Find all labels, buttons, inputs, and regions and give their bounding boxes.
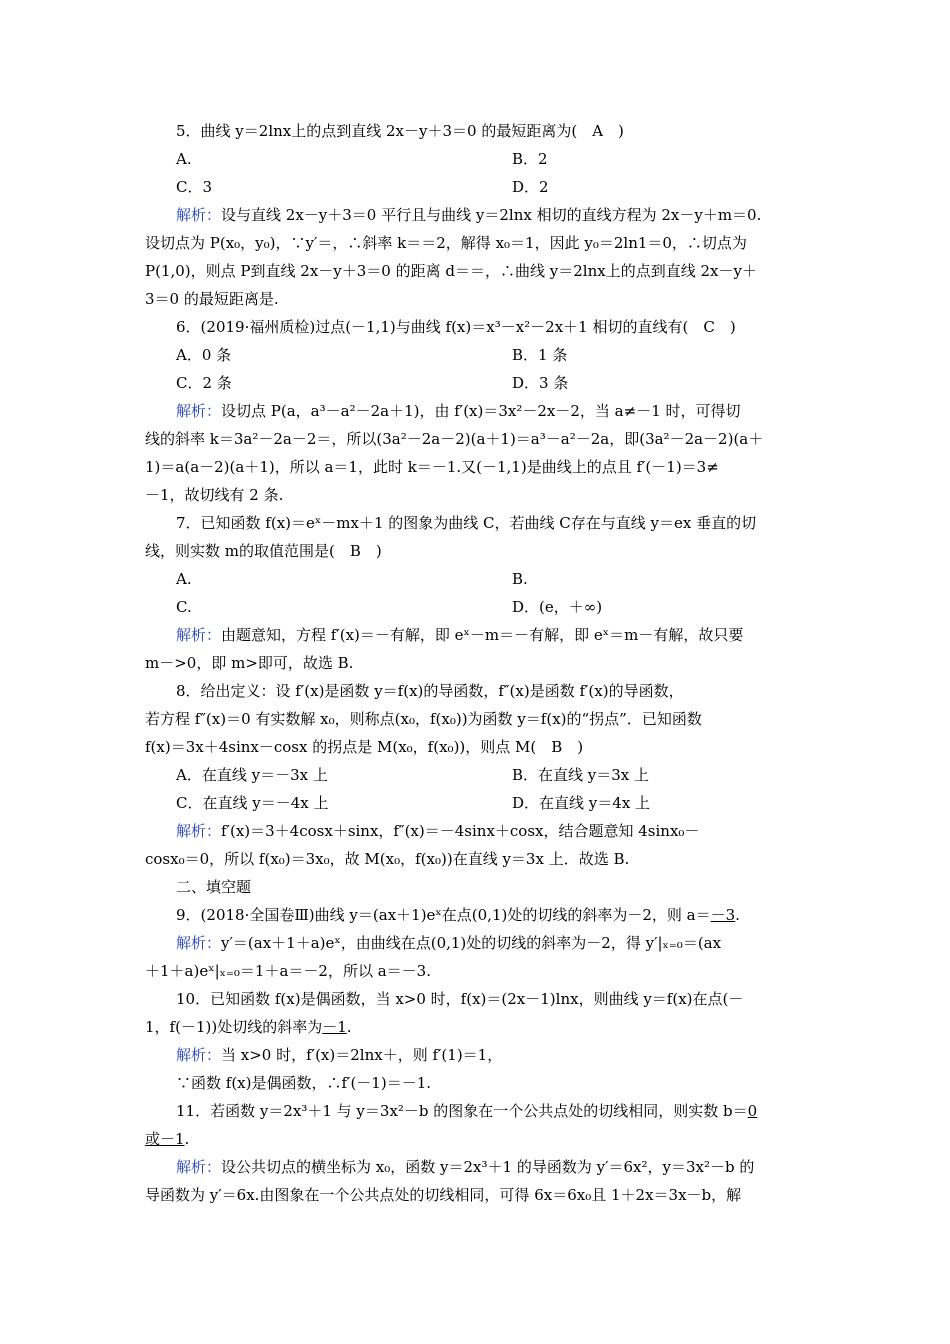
q5-option-d: D．2 — [512, 178, 549, 196]
q6-solution-line: 1)＝a(a－2)(a＋1)，所以 a＝1，此时 k＝－1.又(－1,1)是曲线上的点且 f′(－1)＝3≠ — [145, 458, 719, 476]
q10-stem-end: . — [346, 1018, 352, 1036]
q7-stem: 7．已知函数 f(x)＝eˣ－mx＋1 的图象为曲线 C，若曲线 C存在与直线 y＝ex 垂直的切 — [176, 514, 757, 532]
q11-answer: 或－1 — [145, 1130, 185, 1148]
q10-stem: 10．已知函数 f(x)是偶函数，当 x>0 时，f(x)＝(2x－1)lnx，则曲线 y＝f(x)在点(－ — [176, 990, 744, 1008]
q6-option-d: D．3 条 — [512, 374, 569, 392]
q10-stem-text: 1，f(－1))处切线的斜率为 — [145, 1018, 323, 1036]
q8-solution-text: f′(x)＝3＋4cosx＋sinx，f″(x)＝－4sinx＋cosx，结合题意知 4sinx₀－ — [221, 822, 700, 840]
q7-option-c: C. — [176, 598, 192, 616]
q8-stem: f(x)＝3x＋4sinx－cosx 的拐点是 M(x₀，f(x₀))，则点 M( B ) — [145, 738, 584, 756]
q6-solution-label: 解析： — [176, 402, 222, 420]
q5-solution-line — [176, 202, 810, 228]
q7-option-a: A. — [176, 570, 192, 588]
q10-solution-line: ∵函数 f(x)是偶函数，∴f′(－1)＝－1. — [176, 1074, 432, 1092]
q8-option-b: B．在直线 y＝3x 上 — [512, 766, 650, 784]
q7-solution-line: m－>0，即 m>即可，故选 B. — [145, 654, 354, 672]
q8-solution-line: cosx₀＝0，所以 f(x₀)＝3x₀，故 M(x₀，f(x₀))在直线 y＝3x 上．故选 B. — [145, 850, 630, 868]
q5-stem: 5．曲线 y＝2lnx上的点到直线 2x－y＋3＝0 的最短距离为( A ) — [176, 122, 624, 140]
q8-option-c: C．在直线 y＝－4x 上 — [176, 794, 329, 812]
q5-option-c: C．3 — [176, 178, 213, 196]
q6-option-b: B．1 条 — [512, 346, 568, 364]
q5-solution-label: 解析： — [176, 206, 222, 224]
q9-solution-label: 解析： — [176, 934, 222, 952]
q11-stem — [145, 1126, 810, 1152]
q8-stem: 若方程 f″(x)＝0 有实数解 x₀，则称点(x₀，f(x₀))为函数 y＝f(x)的“拐点”．已知函数 — [145, 710, 702, 728]
q5-solution-line: 3＝0 的最短距离是. — [145, 290, 279, 308]
q6-option-a: A．0 条 — [176, 346, 232, 364]
q7-solution-text: 由题意知，方程 f′(x)＝－有解，即 eˣ－m＝－有解，即 eˣ＝m－有解，故只要 — [221, 626, 744, 644]
q9-answer: －3 — [710, 906, 736, 924]
q10-stem — [145, 1014, 810, 1040]
q11-stem-text: 11．若函数 y＝2x³＋1 与 y＝3x²－b 的图象在一个公共点处的切线相同，则实数 b＝ — [176, 1102, 748, 1120]
q11-solution-text: 设公共切点的横坐标为 x₀，函数 y＝2x³＋1 的导函数为 y′＝6x²，y＝3x²－b 的 — [221, 1158, 755, 1176]
q5-option-b: B．2 — [512, 150, 548, 168]
q9-stem-text: 9．(2018·全国卷Ⅲ)曲线 y＝(ax＋1)eˣ在点(0,1)处的切线的斜率为－2，则 a＝ — [176, 906, 711, 924]
q7-option-d: D．(e，＋∞) — [512, 598, 603, 616]
q8-solution-label: 解析： — [176, 822, 222, 840]
q7-solution-label: 解析： — [176, 626, 222, 644]
q10-solution-label: 解析： — [176, 1046, 222, 1064]
q9-solution-line: ＋1＋a)eˣ|ₓ₌₀＝1＋a＝－2，所以 a＝－3. — [145, 962, 431, 980]
q8-stem: 8．给出定义：设 f′(x)是函数 y＝f(x)的导函数，f″(x)是函数 f′(x)的导函数， — [176, 682, 684, 700]
q7-option-b: B. — [512, 570, 528, 588]
q11-stem-end: . — [184, 1130, 190, 1148]
q8-option-d: D．在直线 y＝4x 上 — [512, 794, 651, 812]
q7-stem: 线，则实数 m的取值范围是( B ) — [145, 542, 382, 560]
section-heading: 二、填空题 — [176, 878, 252, 896]
q8-option-a: A．在直线 y＝－3x 上 — [176, 766, 328, 784]
q9-stem-end: . — [735, 906, 740, 924]
q8-solution-line — [176, 818, 810, 844]
q11-solution-line — [176, 1154, 810, 1180]
q10-solution-text: 当 x>0 时，f′(x)＝2lnx＋，则 f′(1)＝1， — [221, 1046, 503, 1064]
q7-solution-line — [176, 622, 810, 648]
q11-stem — [176, 1098, 810, 1124]
q11-answer: 0 — [747, 1102, 758, 1120]
q9-solution-line — [176, 930, 810, 956]
q6-solution-line: －1，故切线有 2 条. — [145, 486, 284, 504]
q5-solution-text: 设与直线 2x－y＋3＝0 平行且与曲线 y＝2lnx 相切的直线方程为 2x－y＋m＝0. — [221, 206, 762, 224]
q6-stem: 6．(2019·福州质检)过点(－1,1)与曲线 f(x)＝x³－x²－2x＋1 相切的直线有( C ) — [176, 318, 736, 336]
q9-stem — [176, 902, 810, 928]
q10-answer: －1 — [322, 1018, 347, 1036]
q6-option-c: C．2 条 — [176, 374, 232, 392]
q5-solution-line: P(1,0)，则点 P到直线 2x－y＋3＝0 的距离 d＝＝，∴曲线 y＝2lnx上的点到直线 2x－y＋ — [145, 262, 757, 280]
q9-solution-text: y′＝(ax＋1＋a)eˣ，由曲线在点(0,1)处的切线的斜率为－2，得 y′|ₓ₌₀＝(ax — [221, 934, 722, 952]
q6-solution-line: 线的斜率 k＝3a²－2a－2＝，所以(3a²－2a－2)(a＋1)＝a³－a²－2a，即(3a²－2a－2)(a＋ — [145, 430, 764, 448]
q11-solution-line: 导函数为 y′＝6x.由图象在一个公共点处的切线相同，可得 6x＝6x₀且 1＋2x＝3x－b，解 — [145, 1186, 742, 1204]
q6-solution-text: 设切点 P(a，a³－a²－2a＋1)，由 f′(x)＝3x²－2x－2，当 a≠－1 时，可得切 — [221, 402, 741, 420]
q6-solution-line — [176, 398, 810, 424]
q5-solution-line: 设切点为 P(x₀，y₀)，∵y′＝，∴斜率 k＝＝2，解得 x₀＝1，因此 y₀＝2ln1＝0，∴切点为 — [145, 234, 747, 252]
q11-solution-label: 解析： — [176, 1158, 222, 1176]
q5-option-a: A. — [176, 150, 192, 168]
q10-solution-line — [176, 1042, 810, 1068]
